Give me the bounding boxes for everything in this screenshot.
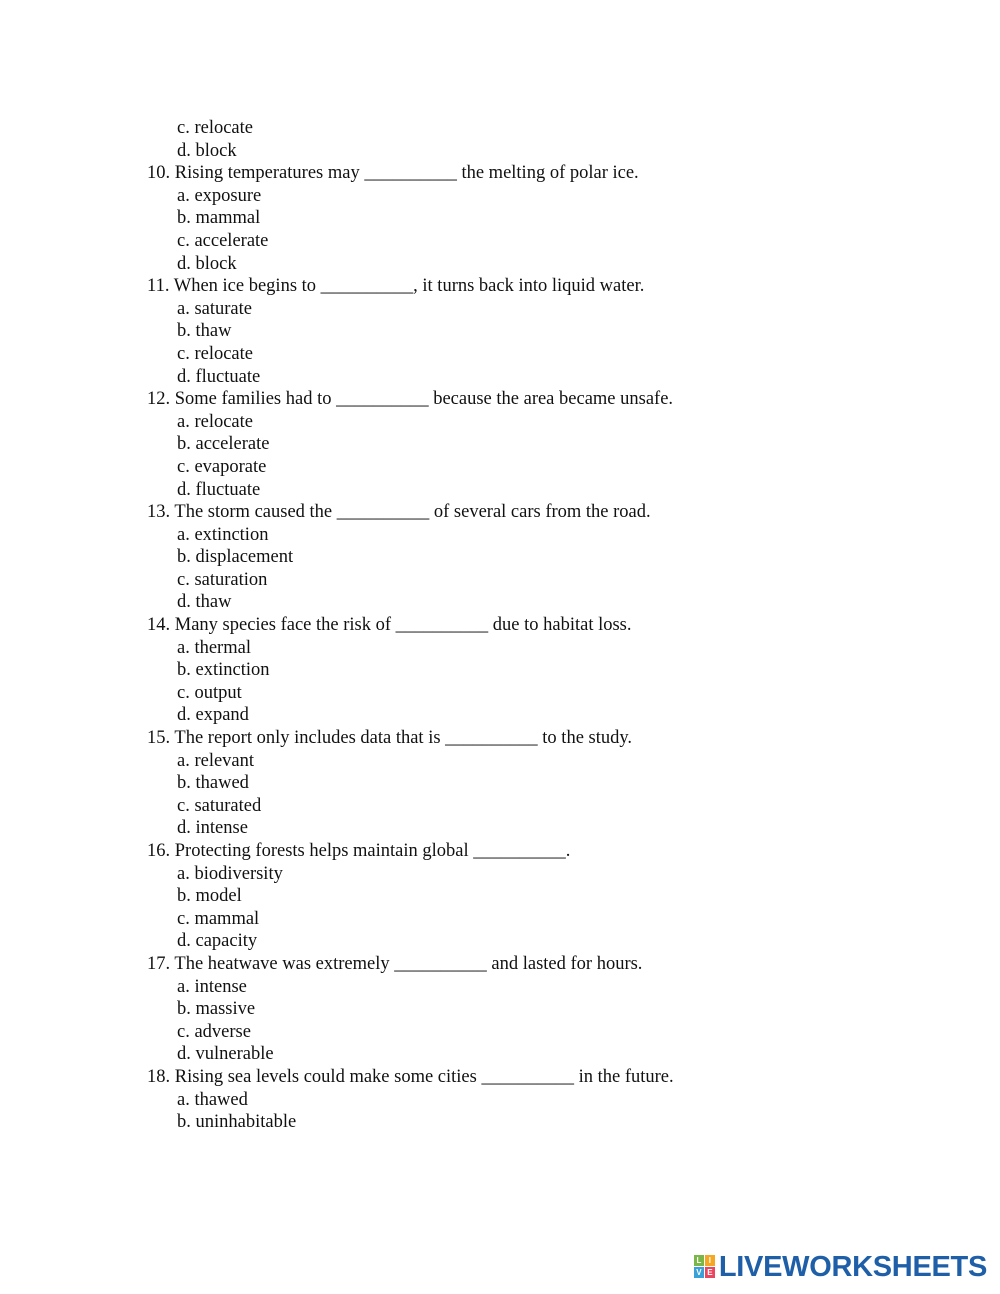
answer-option: a. thermal [177,637,251,658]
answer-option: b. accelerate [177,434,270,455]
question-text: 18. Rising sea levels could make some cities __________ in the future. [147,1066,674,1087]
answer-option: b. thaw [177,321,232,342]
logo-mark-square: E [705,1267,715,1278]
answer-option: c. adverse [177,1021,251,1042]
question-text: 17. The heatwave was extremely __________ and lasted for hours. [147,953,643,974]
logo-text: LIVEWORKSHEETS [718,1251,987,1283]
answer-option: c. accelerate [177,230,269,251]
answer-option: c. saturation [177,569,268,590]
answer-option: b. extinction [177,660,270,681]
answer-option: c. mammal [177,908,260,929]
answer-option: d. fluctuate [177,366,261,387]
answer-option: d. vulnerable [177,1044,274,1065]
answer-option: b. uninhabitable [177,1112,297,1133]
answer-option: a. relocate [177,411,253,432]
answer-option: b. massive [177,999,256,1020]
answer-option: b. thawed [177,773,249,794]
question-text: 12. Some families had to __________ because the area became unsafe. [147,389,674,410]
answer-option: c. relocate [177,343,253,364]
question-text: 14. Many species face the risk of __________ due to habitat loss. [147,615,632,636]
answer-option: c. evaporate [177,456,267,477]
answer-option: d. capacity [177,931,258,952]
answer-option: b. displacement [177,547,294,568]
answer-option: a. extinction [177,524,269,545]
question-text: 13. The storm caused the __________ of several cars from the road. [147,502,651,523]
worksheet-content [0,117,1000,1134]
answer-option: a. intense [177,976,247,997]
answer-option: d. expand [177,705,249,726]
answer-option: c. relocate [177,118,253,138]
liveworksheets-logo [694,1252,987,1282]
answer-option: d. block [177,253,237,274]
logo-mark-square: I [705,1255,715,1266]
answer-option: b. model [177,886,242,907]
answer-option: a. thawed [177,1089,248,1110]
answer-option: a. biodiversity [177,863,283,884]
answer-option: c. output [177,682,242,703]
question-text: 10. Rising temperatures may __________ the melting of polar ice. [147,163,639,184]
question-text: 16. Protecting forests helps maintain global __________. [147,841,571,861]
answer-option: d. intense [177,818,248,839]
logo-mark-square: L [694,1255,704,1266]
question-text: 15. The report only includes data that is __________ to the study. [147,728,633,749]
answer-option: d. thaw [177,592,232,613]
answer-option: a. relevant [177,750,255,771]
answer-option: b. mammal [177,208,261,229]
logo-mark-icon [694,1255,716,1279]
question-text: 11. When ice begins to __________, it turns back into liquid water. [147,276,645,297]
answer-option: c. saturated [177,795,262,816]
logo-mark-square: V [694,1267,704,1278]
answer-option: a. exposure [177,185,262,206]
answer-option: d. fluctuate [177,479,261,500]
answer-option: d. block [177,140,237,161]
answer-option: a. saturate [177,298,252,319]
